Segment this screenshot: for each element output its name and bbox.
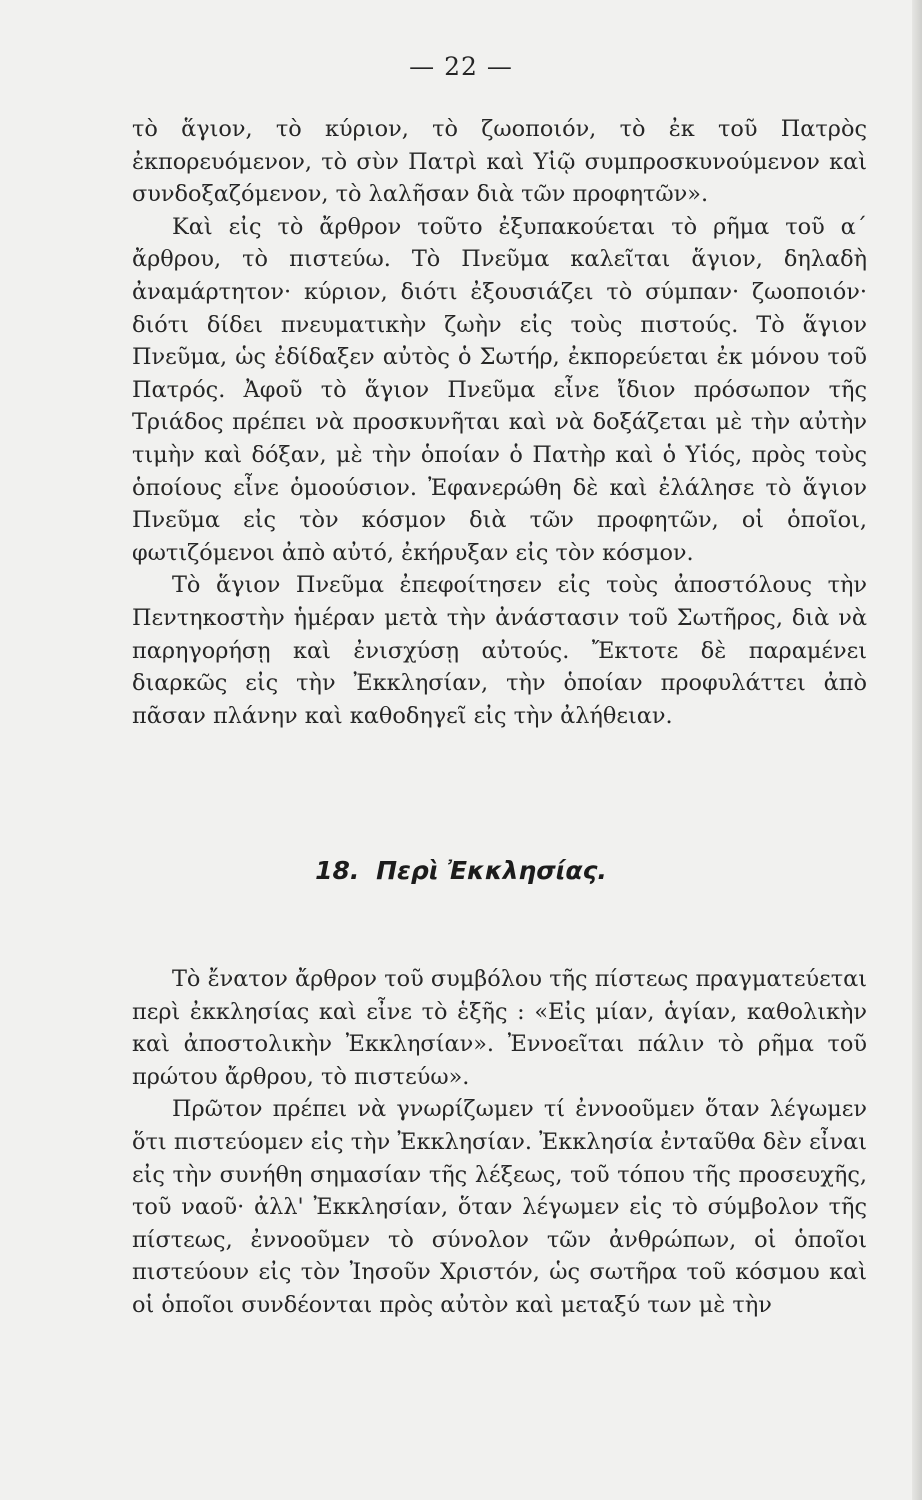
paragraph: Τὸ ἅγιον Πνεῦμα ἐπεφοίτησεν εἰς τοὺς ἀποστόλους τὴν Πεντηκοστὴν ἡμέραν μετὰ τὴν ἀνάστασιν τοῦ Σωτῆρος, διὰ νὰ παρηγορήσῃ καὶ ἐνισχύσῃ αὐτούς. Ἔκτοτε δὲ παραμένει διαρκῶς εἰς τὴν Ἐκκλησίαν, τὴν ὁποίαν προφυλάττει ἀπὸ πᾶσαν πλάνην καὶ καθοδηγεῖ εἰς τὴν ἀλήθειαν.	[132, 572, 867, 729]
page-edge	[912, 0, 922, 1500]
section-heading	[0, 856, 922, 885]
text-block-before-heading	[132, 113, 867, 732]
paragraph: Πρῶτον πρέπει νὰ γνωρίζωμεν τί ἐννοοῦμεν ὅταν λέγωμεν ὅτι πιστεύομεν εἰς τὴν Ἐκκλησίαν. Ἐκκλησία ἐνταῦθα δὲν εἶναι εἰς τὴν συνήθη σημασίαν τῆς λέξεως, τοῦ τόπου τῆς προσευχῆς, τοῦ ναοῦ· ἀλλ' Ἐκκλησίαν, ὅταν λέγωμεν εἰς τὸ σύμβολον τῆς πίστεως, ἐννοοῦμεν τὸ σύνολον τῶν ἀνθρώπων, οἱ ὁποῖοι πιστεύουν εἰς τὸν Ἰησοῦν Χριστόν, ὡς σωτῆρα τοῦ κόσμου καὶ οἱ ὁποῖοι συνδέονται πρὸς αὐτὸν καὶ μεταξύ των μὲ τὴν	[132, 1096, 867, 1318]
page-number: — 22 —	[409, 52, 513, 81]
section-number: 18.	[315, 856, 360, 885]
paragraph: Καὶ εἰς τὸ ἄρθρον τοῦτο ἐξυπακούεται τὸ ρῆμα τοῦ α΄ ἄρθρου, τὸ πιστεύω. Τὸ Πνεῦμα καλεῖται ἅγιον, δηλαδὴ ἀναμάρτητον· κύριον, διότι ἐξουσιάζει τὸ σύμπαν· ζωοποιόν· διότι δίδει πνευματικὴν ζωὴν εἰς τοὺς πιστούς. Τὸ ἅγιον Πνεῦμα, ὡς ἐδίδαξεν αὐτὸς ὁ Σωτήρ, ἐκπορεύεται ἐκ μόνου τοῦ Πατρός. Ἀφοῦ τὸ ἅγιον Πνεῦμα εἶνε ἴδιον πρόσωπον τῆς Τριάδος πρέπει νὰ προσκυνῆται καὶ νὰ δοξάζεται μὲ τὴν αὐτὴν τιμὴν καὶ δόξαν, μὲ τὴν ὁποίαν ὁ Πατὴρ καὶ ὁ Υἱός, πρὸς τοὺς ὁποίους εἶνε ὁμοούσιον. Ἐφανερώθη δὲ καὶ ἐλάλησε τὸ ἅγιον Πνεῦμα εἰς τὸν κόσμον διὰ τῶν προφητῶν, οἱ ὁποῖοι, φωτιζόμενοι ἀπὸ αὐτό, ἐκήρυξαν εἰς τὸν κόσμον.	[132, 213, 867, 566]
text-block-after-heading	[132, 963, 867, 1322]
section-title: Περὶ Ἐκκλησίας.	[376, 856, 607, 885]
paragraph: Τὸ ἔνατον ἄρθρον τοῦ συμβόλου τῆς πίστεως πραγματεύεται περὶ ἐκκλησίας καὶ εἶνε τὸ ἑξῆς : «Εἰς μίαν, ἁγίαν, καθολικὴν καὶ ἀποστολικὴν Ἐκκλησίαν». Ἐννοεῖται πάλιν τὸ ρῆμα τοῦ πρώτου ἄρθρου, τὸ πιστεύω».	[132, 966, 867, 1090]
paragraph: τὸ ἅγιον, τὸ κύριον, τὸ ζωοποιόν, τὸ ἐκ τοῦ Πατρὸς ἐκπορευόμενον, τὸ σὺν Πατρὶ καὶ Υἱῷ συμπροσκυνούμενον καὶ συνδοξαζόμενον, τὸ λαλῆσαν διὰ τῶν προφητῶν».	[132, 116, 867, 208]
